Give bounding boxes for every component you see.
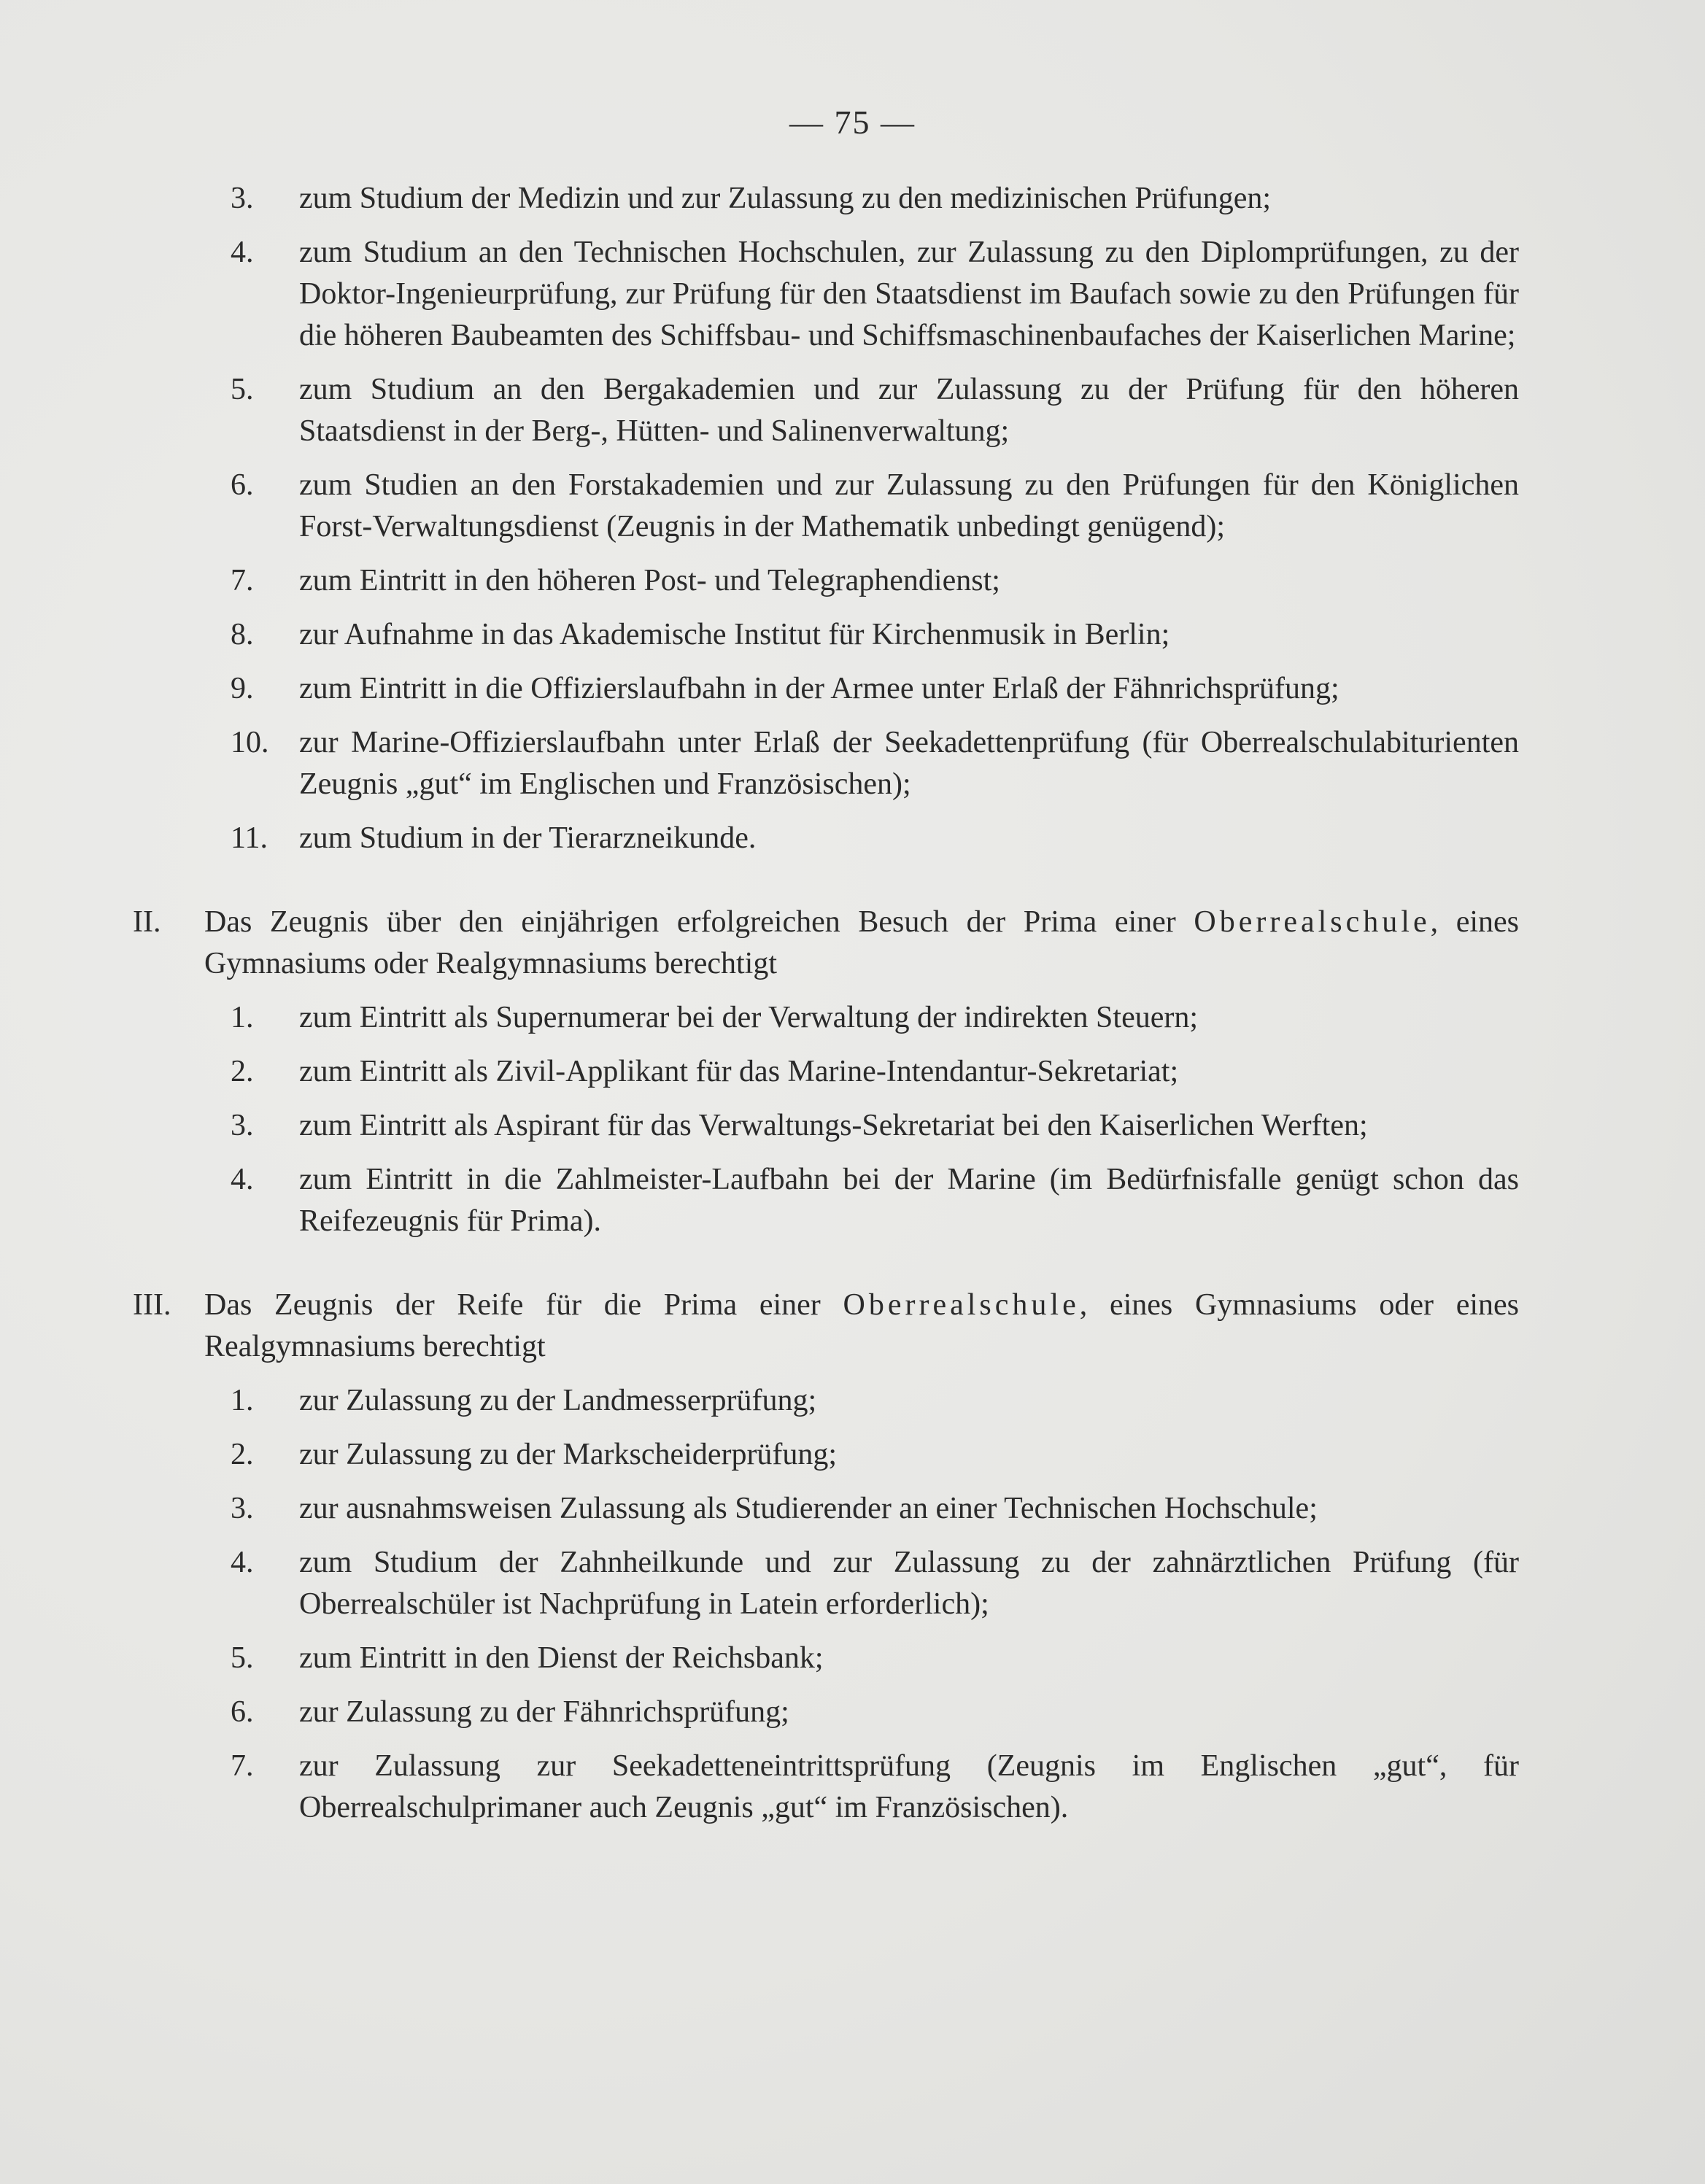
list-item [143, 1159, 1519, 1242]
item-number: 11. [231, 821, 268, 855]
list-item [143, 465, 1519, 548]
list-continuation [143, 178, 1519, 859]
section-heading-3 [133, 1285, 1520, 1368]
item-text: zum Studien an den Forstakademien und zur Zulassung zu den Prüfungen für den Königlichen Forst-Verwaltungsdienst (Zeugnis in der Mathematik unbedingt genügend); [299, 468, 1519, 543]
item-number: 4. [231, 236, 254, 269]
section-intro: Das Zeugnis über den einjährigen erfolgreichen Besuch der Prima einer [204, 905, 1176, 939]
section-3-list [143, 1380, 1519, 1829]
item-number: 9. [231, 672, 254, 705]
item-text: zum Studium der Medizin und zur Zulassung zu den medizinischen Prüfungen; [299, 182, 1272, 215]
list-item [143, 722, 1519, 805]
list-item [143, 668, 1519, 710]
page-body [133, 178, 1520, 1841]
section-number: III. [133, 1288, 171, 1322]
item-number: 2. [231, 1055, 254, 1088]
item-number: 3. [231, 1109, 254, 1142]
item-number: 1. [231, 1001, 254, 1034]
section-2-list [143, 997, 1519, 1242]
item-number: 6. [231, 468, 254, 502]
list-item [143, 1746, 1519, 1829]
section-heading-2 [133, 902, 1520, 985]
list-item [143, 1638, 1519, 1679]
item-number: 2. [231, 1438, 254, 1471]
item-number: 5. [231, 1641, 254, 1675]
section-intro-emphasis: Oberrealschule [843, 1288, 1080, 1322]
item-number: 10. [231, 726, 269, 759]
list-item [143, 1105, 1519, 1147]
list-item [143, 1380, 1519, 1422]
item-text: zum Studium in der Tierarzneikunde. [299, 821, 757, 855]
list-item [143, 1051, 1519, 1093]
item-text: zur Marine-Offizierslaufbahn unter Erlaß der Seekadettenprüfung (für Oberrealschulabiturienten Zeugnis „gut“ im Englischen und Französischen); [299, 726, 1519, 801]
item-text: zur Zulassung zu der Fähnrichsprüfung; [299, 1695, 789, 1729]
list-item [143, 1542, 1519, 1625]
item-number: 6. [231, 1695, 254, 1729]
item-text: zur Zulassung zu der Landmesserprüfung; [299, 1384, 817, 1417]
list-item [143, 818, 1519, 859]
item-text: zum Eintritt in den Dienst der Reichsbank; [299, 1641, 824, 1675]
item-text: zum Studium der Zahnheilkunde und zur Zulassung zu der zahnärztlichen Prüfung (für Oberrealschüler ist Nachprüfung in Latein erforderlich); [299, 1546, 1519, 1621]
list-item [143, 232, 1519, 357]
list-item [143, 560, 1519, 602]
list-item [143, 1488, 1519, 1530]
item-text: zum Eintritt in die Offizierslaufbahn in der Armee unter Erlaß der Fähnrichsprüfung; [299, 672, 1339, 705]
item-text: zum Eintritt in den höheren Post- und Telegraphendienst; [299, 564, 1000, 597]
item-number: 5. [231, 373, 254, 406]
item-number: 3. [231, 182, 254, 215]
section-number: II. [133, 905, 161, 939]
item-text: zur Zulassung zu der Markscheiderprüfung; [299, 1438, 838, 1471]
item-number: 4. [231, 1546, 254, 1579]
item-text: zum Studium an den Bergakademien und zur Zulassung zu der Prüfung für den höheren Staatsdienst in der Berg-, Hütten- und Salinenverwaltung; [299, 373, 1519, 448]
item-text: zum Studium an den Technischen Hochschulen, zur Zulassung zu den Diplomprüfungen, zu der Doktor-Ingenieurprüfung, zur Prüfung für den Staatsdienst im Baufach sowie zu den Prüfungen für die höheren Baubeamten des Schiffsbau- und Schiffsmaschinenbaufaches der Kaiserlichen Marine; [299, 236, 1519, 352]
item-number: 7. [231, 564, 254, 597]
item-text: zum Eintritt als Supernumerar bei der Verwaltung der indirekten Steuern; [299, 1001, 1199, 1034]
item-text: zum Eintritt in die Zahlmeister-Laufbahn bei der Marine (im Bedürfnisfalle genügt schon das Reifezeugnis für Prima). [299, 1163, 1519, 1238]
item-number: 4. [231, 1163, 254, 1196]
section-intro-end: , eines Gymnasiums oder Realgymnasiums berechtigt [204, 905, 1520, 980]
list-item [143, 369, 1519, 452]
item-text: zur Zulassung zur Seekadetteneintrittsprüfung (Zeugnis im Englischen „gut“, für Oberrealschulprimaner auch Zeugnis „gut“ im Französischen). [299, 1749, 1519, 1824]
page-number: — 75 — [789, 104, 916, 141]
item-text: zum Eintritt als Zivil-Applikant für das Marine-Intendantur-Sekretariat; [299, 1055, 1179, 1088]
list-item [143, 997, 1519, 1039]
item-number: 3. [231, 1492, 254, 1525]
list-item [143, 178, 1519, 220]
section-intro: Das Zeugnis der Reife für die Prima einer [204, 1288, 821, 1322]
item-number: 7. [231, 1749, 254, 1783]
section-intro-emphasis: Oberrealschule [1194, 905, 1431, 939]
item-number: 8. [231, 618, 254, 651]
list-item [143, 1692, 1519, 1733]
item-number: 1. [231, 1384, 254, 1417]
list-item [143, 614, 1519, 656]
item-text: zur ausnahmsweisen Zulassung als Studierender an einer Technischen Hochschule; [299, 1492, 1318, 1525]
item-text: zur Aufnahme in das Akademische Institut für Kirchenmusik in Berlin; [299, 618, 1170, 651]
item-text: zum Eintritt als Aspirant für das Verwaltungs-Sekretariat bei den Kaiserlichen Werften; [299, 1109, 1368, 1142]
list-item [143, 1434, 1519, 1476]
section-intro-end: , eines Gymnasiums oder eines Realgymnasiums berechtigt [204, 1288, 1520, 1363]
